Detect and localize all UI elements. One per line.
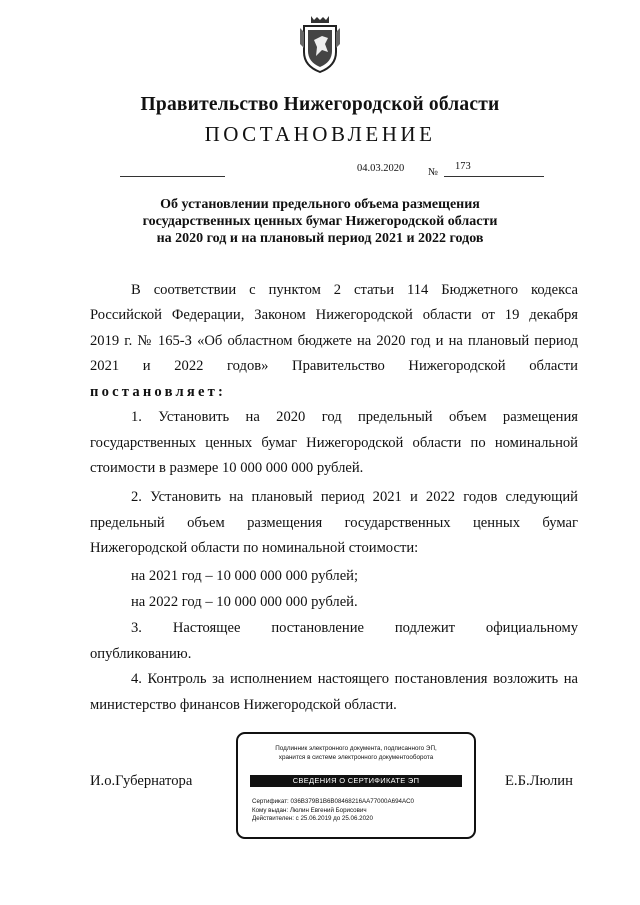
resolves-text: постановляет:	[90, 384, 227, 400]
title-line: на 2020 год и на плановый период 2021 и 2022 годов	[156, 231, 484, 246]
signatory-position: И.о.Губернатора	[90, 773, 193, 789]
signatory-name: Е.Б.Люлин	[505, 773, 573, 789]
stamp-issued-to: Кому выдан: Люлин Евгений Борисович	[252, 806, 367, 814]
title-line: Об установлении предельного объема размещения	[160, 197, 480, 212]
p2-line: предельный объем размещения государственных ценных бумаг	[90, 515, 578, 531]
p3-line: 3. Настоящее постановление подлежит официальному	[131, 620, 578, 636]
intro-line: 2021 и 2022 годов» Правительство Нижегородской области	[90, 358, 578, 374]
number-label: №	[428, 167, 439, 178]
stamp-header	[238, 744, 474, 762]
title-line: государственных ценных бумаг Нижегородской области	[142, 214, 498, 229]
p2-item: на 2022 год – 10 000 000 000 рублей.	[131, 594, 358, 610]
document-type: ПОСТАНОВЛЕНИЕ	[204, 122, 436, 146]
p2-line: Нижегородской области по номинальной стоимости:	[90, 540, 419, 556]
intro-line: В соответствии с пунктом 2 статьи 114 Бюджетного кодекса	[131, 282, 578, 298]
p1-line: стоимости в размере 10 000 000 000 рублей.	[90, 460, 364, 476]
resolves-word	[90, 384, 578, 401]
document-title	[90, 196, 550, 247]
intro-line: Российской Федерации, Законом Нижегородской области от 19 декабря	[90, 307, 578, 323]
p1-line: 1. Установить на 2020 год предельный объем размещения	[131, 409, 578, 425]
stamp-details	[252, 798, 414, 824]
date-left-line	[120, 176, 225, 177]
stamp-line: хранится в системе электронного документооборота	[278, 754, 434, 761]
p4-line: министерство финансов Нижегородской области.	[90, 697, 397, 713]
coat-of-arms-icon	[298, 14, 342, 74]
p1-line: государственных ценных бумаг Нижегородской области по номинальной	[90, 435, 578, 451]
stamp-line: Подлинник электронного документа, подписанного ЭП,	[275, 745, 437, 752]
digital-signature-stamp	[236, 732, 476, 839]
p3-line: опубликованию.	[90, 646, 192, 662]
document-date: 04.03.2020	[357, 163, 405, 174]
stamp-certificate: Сертификат: 036B379B1B6B08468216AA77000A694AC0	[252, 798, 414, 805]
stamp-title-bar: СВЕДЕНИЯ О СЕРТИФИКАТЕ ЭП	[250, 775, 462, 787]
p2-line: 2. Установить на плановый период 2021 и 2022 годов следующий	[131, 489, 578, 505]
stamp-validity: Действителен: с 25.06.2019 до 25.06.2020	[252, 815, 373, 823]
p2-item: на 2021 год – 10 000 000 000 рублей;	[131, 568, 359, 584]
intro-line: 2019 г. № 165-З «Об областном бюджете на 2020 год и на плановый период	[90, 333, 578, 349]
number-line	[444, 176, 544, 177]
document-number: 173	[455, 161, 471, 172]
p4-line: 4. Контроль за исполнением настоящего постановления возложить на	[131, 671, 578, 687]
government-name: Правительство Нижегородской области	[140, 94, 500, 115]
